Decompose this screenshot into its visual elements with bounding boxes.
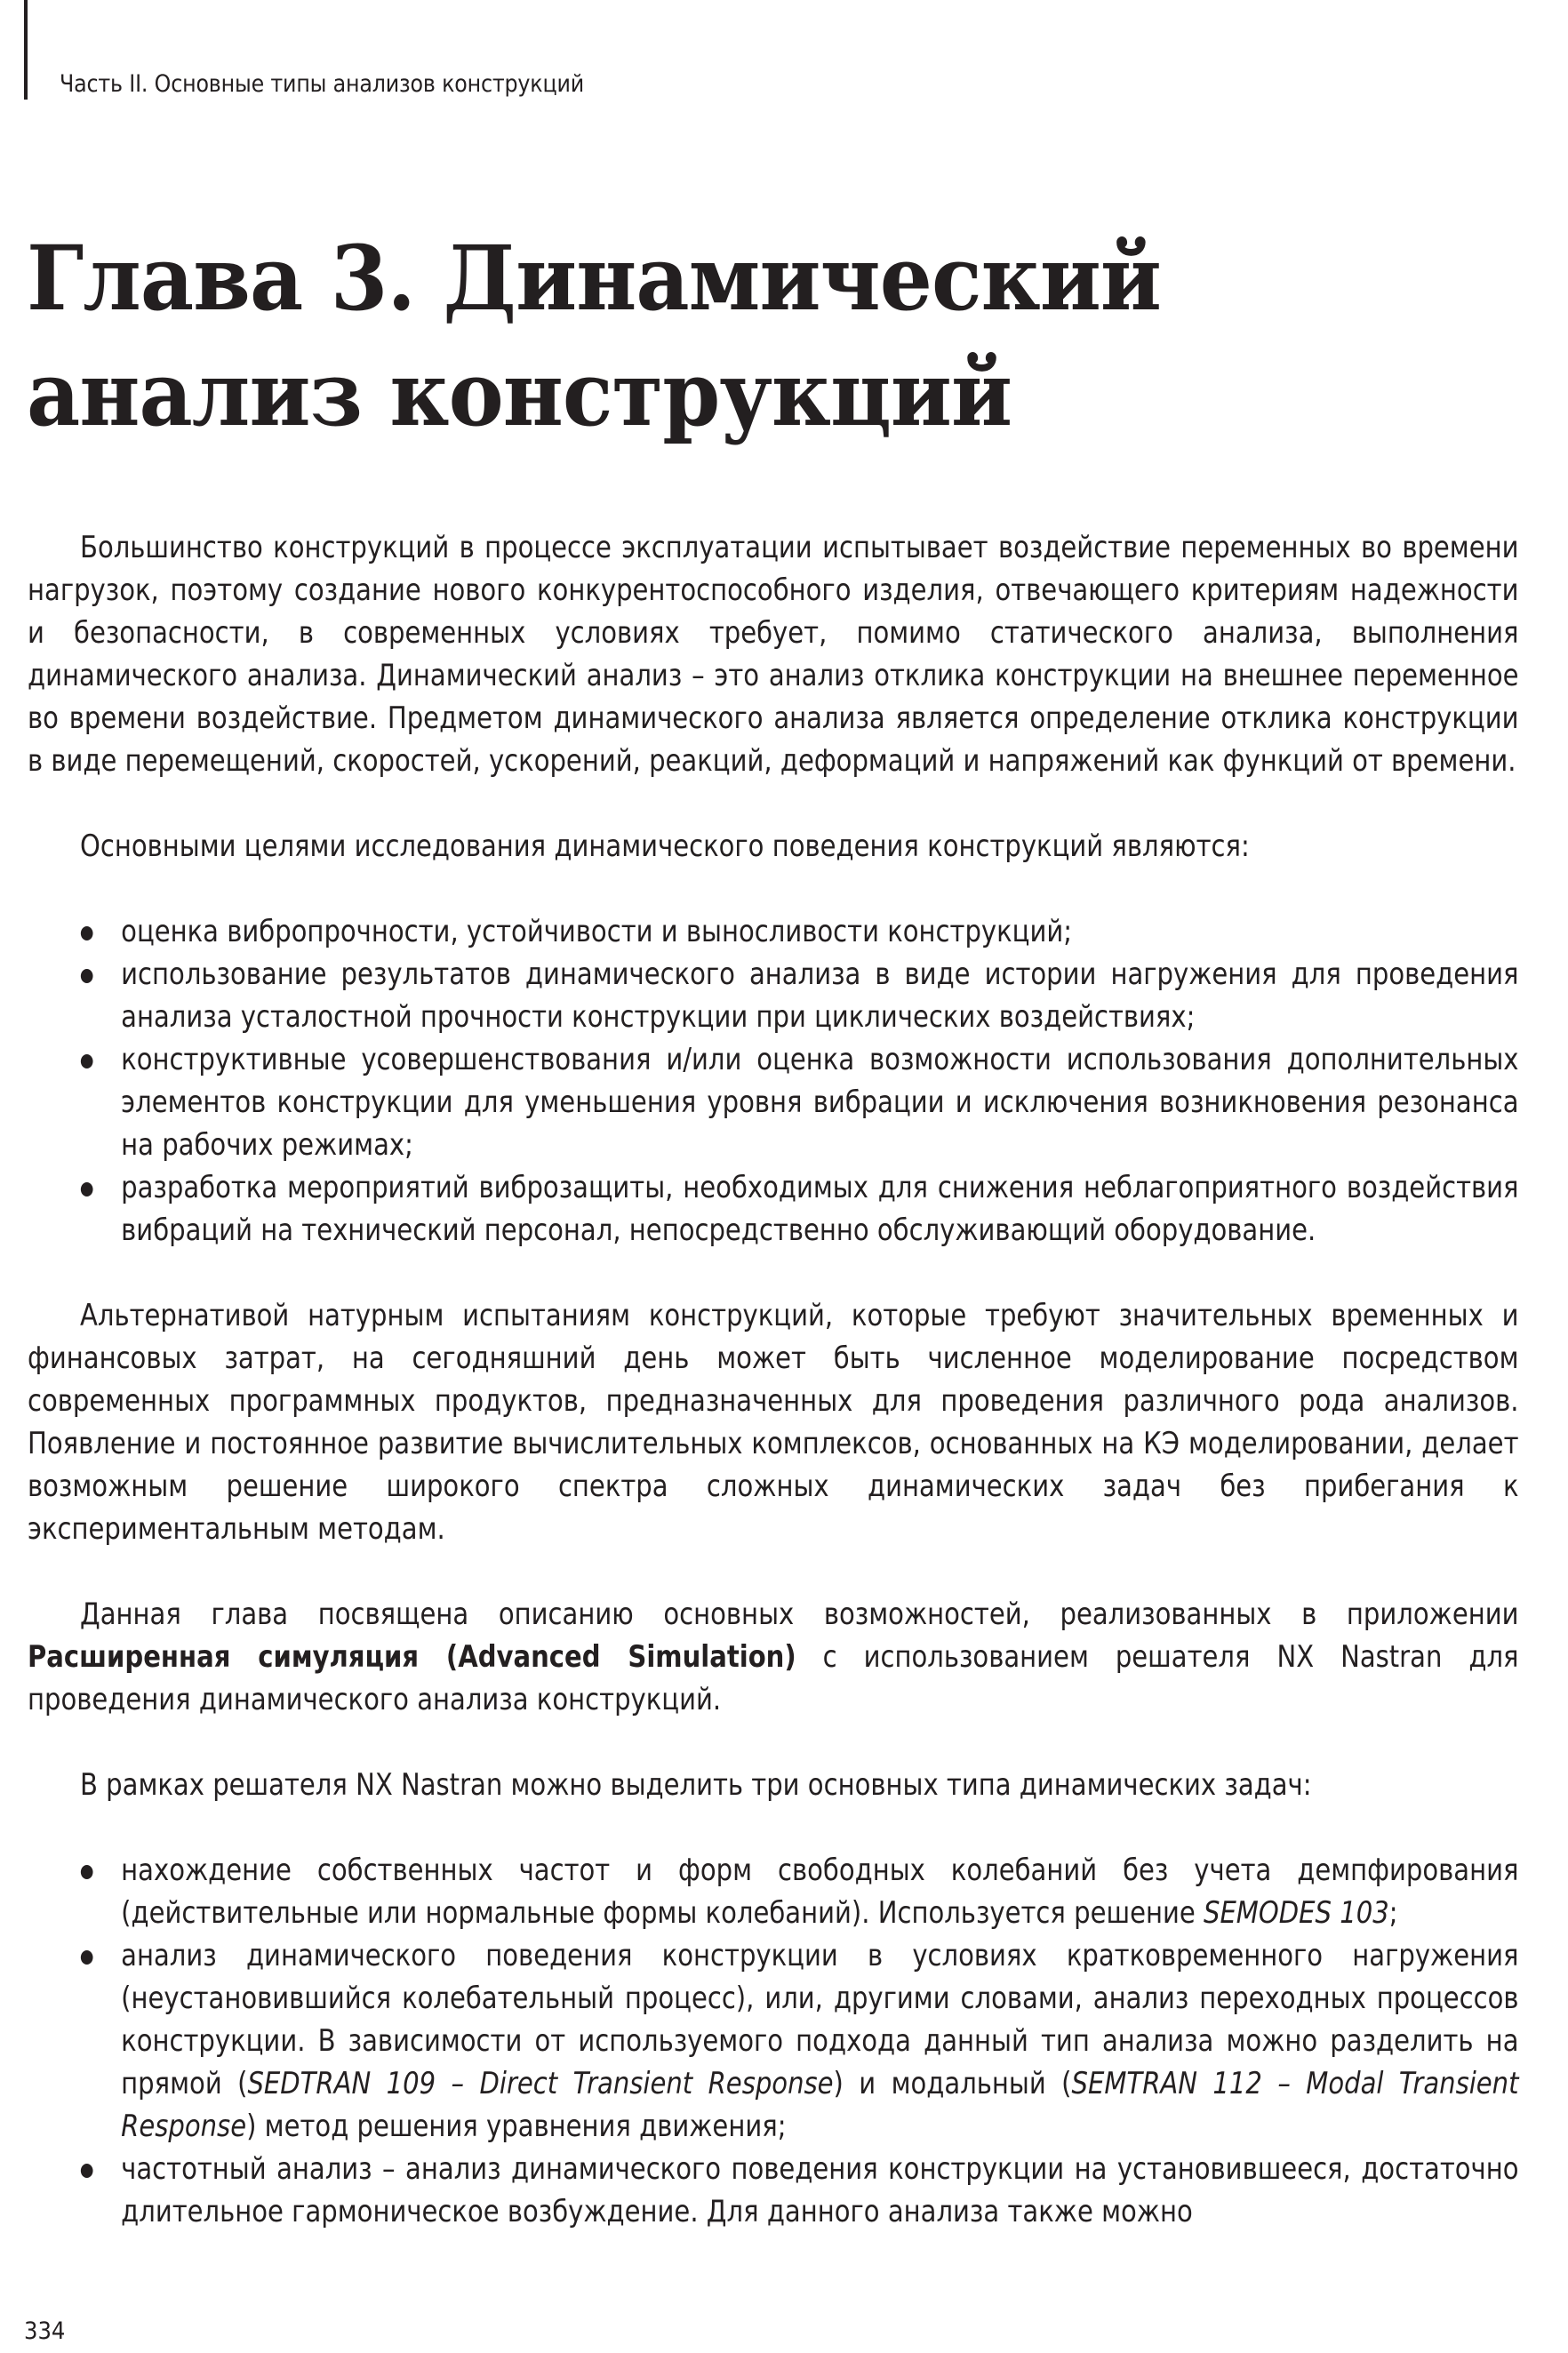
goals-list xyxy=(28,910,1519,1252)
list-item-text: разработка мероприятий виброзащиты, необходимых для снижения неблагоприятного воздействия вибраций на технический персонал, непосредственно обслуживающий оборудование. xyxy=(121,1170,1519,1248)
page-number: 334 xyxy=(24,2317,66,2345)
paragraph-intro: Большинство конструкций в процессе эксплуатации испытывает воздействие переменных во времени нагрузок, поэтому создание нового конкурентоспособного изделия, отвечающего критериям надежности и безопасности, в современных условиях требует, помимо статического анализа, выполнения динамического анализа. Динамический анализ – это анализ отклика конструкции на внешнее переменное во времени воздействие. Предметом динамического анализа является определение отклика конструкции в виде перемещений, скоростей, ускорений, реакций, деформаций и напряжений как функций от времени. xyxy=(28,530,1519,779)
list-item-text: анализ динамического поведения конструкции в условиях кратковременного нагружения (неустановившийся колебательный процесс), или, другими словами, анализ переходных процессов конструкции. В зависимости от используемого подхода данный тип анализа можно разделить на прямой ( xyxy=(121,1938,1519,2101)
bullet-icon xyxy=(81,926,93,940)
bullet-icon xyxy=(81,1182,93,1197)
body-text xyxy=(28,526,1519,2233)
list-item-text: оценка вибропрочности, устойчивости и выносливости конструкций; xyxy=(121,914,1073,949)
bullet-icon xyxy=(81,2164,93,2178)
paragraph-task-types-lead: В рамках решателя NX Nastran можно выделить три основных типа динамических задач: xyxy=(79,1767,1312,1803)
list-item xyxy=(28,1038,1519,1166)
bullet-icon xyxy=(81,969,93,983)
application-name: Расширенная симуляция (Advanced Simulation) xyxy=(28,1639,796,1675)
list-item xyxy=(28,1934,1519,2148)
solution-name: SEMTRAN 112 – Modal Transient Response xyxy=(121,2066,1519,2144)
chapter-title-line-1: Глава 3. Динамический xyxy=(27,226,1161,331)
list-item xyxy=(28,1166,1519,1252)
list-item-text: частотный анализ – анализ динамического поведения конструкции на установившееся, достаточно длительное гармоническое возбуждение. Для данного анализа также можно xyxy=(121,2151,1519,2229)
page-edge-bar xyxy=(24,0,28,100)
paragraph-goals-lead: Основными целями исследования динамического поведения конструкций являются: xyxy=(79,828,1250,864)
list-item xyxy=(28,910,1519,953)
list-item xyxy=(28,1849,1519,1934)
list-item-text: конструктивные усовершенствования и/или оценка возможности использования дополнительных элементов конструкции для уменьшения уровня вибрации и исключения возникновения резонанса на рабочих режимах; xyxy=(121,1042,1519,1163)
paragraph-chapter-scope xyxy=(28,1593,1519,1721)
list-item-text: ) и модальный ( xyxy=(833,2066,1072,2101)
list-item xyxy=(28,953,1519,1038)
list-item-text: нахождение собственных частот и форм свободных колебаний без учета демпфирования (действительные или нормальные формы колебаний). Используется решение xyxy=(121,1853,1519,1931)
bullet-icon xyxy=(81,1865,93,1879)
scope-text-after: с использованием решателя NX Nastran для проведения динамического анализа конструкций. xyxy=(28,1639,1519,1717)
list-item-text: ) метод решения уравнения движения; xyxy=(246,2109,787,2144)
solution-name: SEDTRAN 109 – Direct Transient Response xyxy=(247,2066,834,2101)
bullet-icon xyxy=(81,1054,93,1068)
solution-name: SEMODES 103 xyxy=(1203,1895,1389,1931)
scope-text-before: Данная глава посвящена описанию основных возможностей, реализованных в приложении xyxy=(79,1597,1519,1632)
chapter-title-line-2: анализ конструкций xyxy=(27,341,1012,446)
list-item-text: ; xyxy=(1388,1895,1398,1931)
task-types-list xyxy=(28,1849,1519,2233)
list-item-text: использование результатов динамического анализа в виде истории нагружения для проведения анализа усталостной прочности конструкции при циклических воздействиях; xyxy=(121,956,1519,1035)
list-item xyxy=(28,2148,1519,2233)
chapter-title xyxy=(27,220,1161,452)
bullet-icon xyxy=(81,1950,93,1965)
paragraph-alternative: Альтернативой натурным испытаниям конструкций, которые требуют значительных временных и финансовых затрат, на сегодняшний день может быть численное моделирование посредством современных программных продуктов, предназначенных для проведения различного рода анализов. Появление и постоянное развитие вычислительных комплексов, основанных на КЭ моделировании, делает возможным решение широкого спектра сложных динамических задач без прибегания к экспериментальным методам. xyxy=(28,1298,1519,1547)
running-head: Часть II. Основные типы анализов конструкций xyxy=(60,70,585,98)
